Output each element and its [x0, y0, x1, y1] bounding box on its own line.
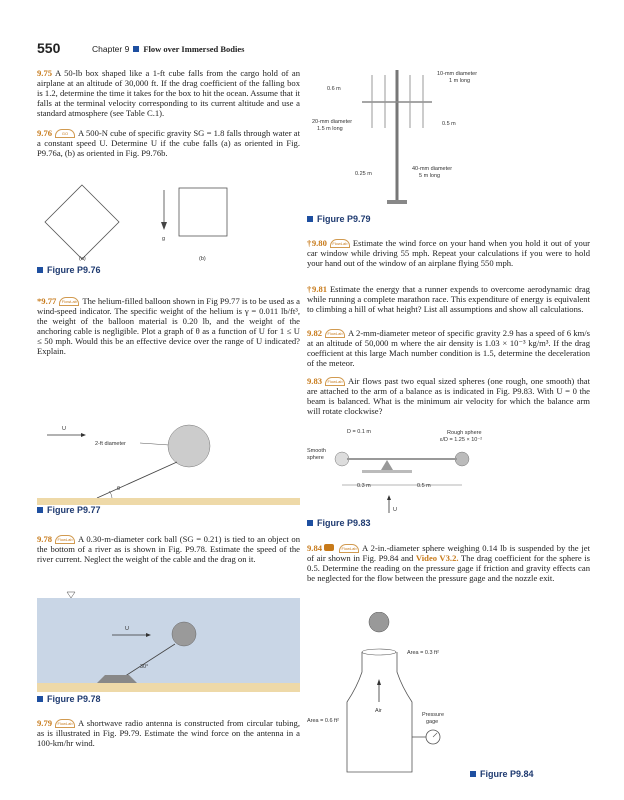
caption-text: Figure P9.76 — [47, 265, 101, 275]
u-label: U — [62, 426, 66, 432]
problem-9-84 — [307, 543, 590, 583]
label-0-6m: 0.6 m — [327, 86, 341, 92]
problem-9-76 — [37, 128, 300, 158]
label-1m: 1 m long — [449, 78, 471, 84]
problem-9-79 — [37, 718, 300, 748]
cable — [97, 462, 177, 498]
caption-text: Figure P9.84 — [480, 769, 534, 779]
problem-number: 9.75 — [37, 68, 53, 78]
page-number: 550 — [37, 40, 61, 56]
g-label: g — [162, 236, 166, 242]
figure-p9-77-drawing — [37, 400, 300, 505]
figure-p9-84-drawing — [307, 612, 590, 777]
caption-text: Figure P9.79 — [317, 214, 371, 224]
flowlab-badge-icon: FlowLab — [59, 297, 79, 306]
problem-number: 9.79 — [37, 718, 53, 728]
label-b: (b) — [199, 256, 206, 262]
label-5m: 5 m long — [419, 173, 441, 179]
problem-text: Estimate the wind force on your hand when you hold it out of your car window while driving 55 mph. Repeat your calculations if you were to hold your hand out of the window of an airplane flying 550 mph. — [307, 238, 590, 268]
problem-text: A 50-lb box shaped like a 1-ft cube falls from the cargo hold of an airplane at an altitude of 30,000 ft. If the drag coefficient of the falling box is 1.2, determine the time it takes for the box to hit the ocean. Assume that it falls at the terminal velocity corresponding to its current altitude and use a standard atmosphere (see Table C.1). — [37, 68, 300, 118]
video-icon — [324, 544, 334, 551]
label-1-5m: 1.5 m long — [317, 126, 343, 132]
go-badge-icon: GO — [55, 129, 75, 138]
area-inlet-label: Area = 0.6 ft² — [307, 718, 339, 724]
problem-text-2: The drag coefficient for the sphere is 0.5. Determine the reading on the pressure gage if friction and gravity effects can be neglected for the flow between the pressure gage and the nozzle exit. — [307, 553, 590, 583]
riverbed — [37, 683, 300, 692]
figure-p9-79-caption — [307, 214, 371, 224]
river-water — [37, 598, 300, 683]
figure-p9-78-caption — [37, 694, 101, 704]
cube-diamond — [45, 185, 119, 259]
flowlab-badge-icon: FlowLab — [55, 719, 75, 728]
problem-text: A 0.30-m-diameter cork ball (SG = 0.21) is tied to an object on the bottom of a river as is shown in Fig. P9.78. Estimate the speed of the river current. Neglect the weight of the cable and the drag on it. — [37, 534, 300, 564]
length-0-3m: 0.3 m — [357, 483, 371, 489]
chapter-title: Flow over Immersed Bodies — [143, 44, 245, 54]
air-flow-arrow-icon — [377, 679, 381, 685]
length-0-5m: 0.5 m — [417, 483, 431, 489]
problem-number: 9.78 — [37, 534, 53, 544]
problem-9-78 — [37, 534, 300, 564]
balance-base — [362, 470, 412, 473]
problem-9-82 — [307, 328, 590, 368]
theta-label: θ — [117, 486, 121, 492]
u-label: U — [125, 626, 129, 632]
air-label: Air — [375, 708, 382, 714]
smooth-label-2: sphere — [307, 455, 324, 461]
square-bullet-icon — [37, 267, 43, 273]
problem-number: †9.81 — [307, 284, 328, 294]
area-exit-label: Area = 0.3 ft² — [407, 650, 439, 656]
balloon — [168, 425, 210, 467]
flowlab-badge-icon: FlowLab — [325, 329, 345, 338]
pressure-gage-label-2: gage — [426, 719, 439, 725]
figure-p9-77-caption — [37, 505, 101, 515]
label-10mm: 10-mm diameter — [437, 71, 478, 77]
sphere — [369, 612, 389, 632]
square-bullet-icon — [307, 520, 313, 526]
caption-text: Figure P9.78 — [47, 694, 101, 704]
problem-number: 9.83 — [307, 376, 323, 386]
problem-number: 9.76 — [37, 128, 53, 138]
square-bullet-icon — [37, 507, 43, 513]
u-label: U — [393, 507, 397, 513]
figure-p9-79-drawing — [307, 60, 590, 212]
figure-p9-84-caption — [470, 769, 534, 779]
caption-text: Figure P9.77 — [47, 505, 101, 515]
problem-number: 9.82 — [307, 328, 323, 338]
problem-number: †9.80 — [307, 238, 327, 248]
square-bullet-icon — [37, 696, 43, 702]
smooth-sphere — [335, 452, 349, 466]
problem-text: A 500-N cube of specific gravity SG = 1.8 falls through water at a constant speed U. Determine U if the cube falls (a) as oriented in Fig. P9.76a, (b) as oriented in Fig. P9.76b. — [37, 128, 300, 158]
problem-9-83 — [307, 376, 590, 416]
flowlab-badge-icon: FlowLab — [330, 239, 350, 248]
figure-p9-76-caption — [37, 265, 101, 275]
diameter-label: D = 0.1 m — [347, 429, 371, 435]
problem-9-81 — [307, 284, 590, 314]
flowlab-badge-icon: FlowLab — [339, 544, 359, 553]
rough-sphere-label: Rough sphere — [447, 430, 482, 436]
figure-p9-76-drawing — [37, 180, 300, 265]
ground — [37, 498, 300, 505]
figure-p9-78-drawing — [37, 590, 300, 692]
roughness-label: ε/D = 1.25 × 10⁻² — [440, 437, 483, 443]
label-20mm: 20-mm diameter — [312, 119, 353, 125]
flowlab-badge-icon: FlowLab — [325, 377, 345, 386]
square-bullet-icon — [470, 771, 476, 777]
problem-9-77 — [37, 296, 300, 356]
figure-p9-83-caption — [307, 518, 371, 528]
rough-sphere — [455, 452, 469, 466]
problem-text: A shortwave radio antenna is constructed from circular tubing, as is illustrated in Fig. P9.79. Estimate the wind force on the antenna in a 100-km/hr wind. — [37, 718, 300, 748]
problem-9-75 — [37, 68, 300, 118]
square-bullet-icon — [133, 46, 139, 52]
smooth-label: Smooth — [307, 448, 326, 454]
problem-text: The helium-filled balloon shown in Fig P9.77 is to be used as a wind-speed indicator. The specific weight of the helium is γ = 0.011 lb/ft³, the weight of the balloon material is 0.20 lb, and the weight of the anchoring cable is negligible. Plot a graph of θ as a function of U for 1 ≤ U ≤ 50 mph. Would this be an effective device over the range of U indicated? Explain. — [37, 296, 300, 356]
flowlab-badge-icon: FlowLab — [55, 535, 75, 544]
flow-arrow-icon — [387, 495, 391, 500]
square-bullet-icon — [307, 216, 313, 222]
label-0-5m: 0.5 m — [442, 121, 456, 127]
problem-text: A 2-in.-diameter sphere weighing 0.14 lb is suspended by the jet of air shown in Fig. P9.84 and — [307, 543, 590, 563]
fulcrum — [381, 460, 393, 470]
problem-number: 9.84 — [307, 543, 323, 553]
pressure-gage-label: Pressure — [422, 712, 445, 718]
flow-arrow-icon — [81, 433, 86, 437]
problem-number: *9.77 — [37, 296, 57, 306]
balance-beam — [347, 458, 457, 460]
problem-text: A 2-mm-diameter meteor of specific gravity 2.9 has a speed of 6 km/s at an altitude of 50,000 m where the air density is 1.03 × 10⁻³ kg/m³. If the drag coefficient at this large Mach number condition is 1.5, determine the deceleration of the meteor. — [307, 328, 590, 368]
chapter-header — [92, 44, 244, 54]
cork-ball — [172, 622, 196, 646]
cube-square — [179, 188, 227, 236]
label-40mm: 40-mm diameter — [412, 166, 453, 172]
gravity-arrow-icon — [161, 222, 167, 230]
label-a: (a) — [79, 256, 86, 262]
caption-text: Figure P9.83 — [317, 518, 371, 528]
chapter-label: Chapter 9 — [92, 44, 130, 54]
video-link[interactable]: Video V3.2. — [415, 553, 459, 563]
angle-label: 30° — [140, 664, 149, 670]
problem-text: Air flows past two equal sized spheres (one rough, one smooth) that are attached to the arm of a balance as is indicated in Fig. P9.83. With U = 0 the beam is balanced. What is the minimum air velocity for which the balance arm will rotate clockwise? — [307, 376, 590, 416]
label-0-25m: 0.25 m — [355, 171, 372, 177]
diameter-label: 2-ft diameter — [95, 441, 126, 447]
mast-base — [387, 200, 407, 204]
problem-9-80 — [307, 238, 590, 268]
problem-text: Estimate the energy that a runner expends to overcome aerodynamic drag while running a complete marathon race. This expenditure of energy is equivalent to climbing a hill of what height? List all assumptions and show all calculations. — [307, 284, 590, 314]
figure-p9-83-drawing — [307, 425, 590, 515]
water-surface-icon — [67, 592, 75, 598]
